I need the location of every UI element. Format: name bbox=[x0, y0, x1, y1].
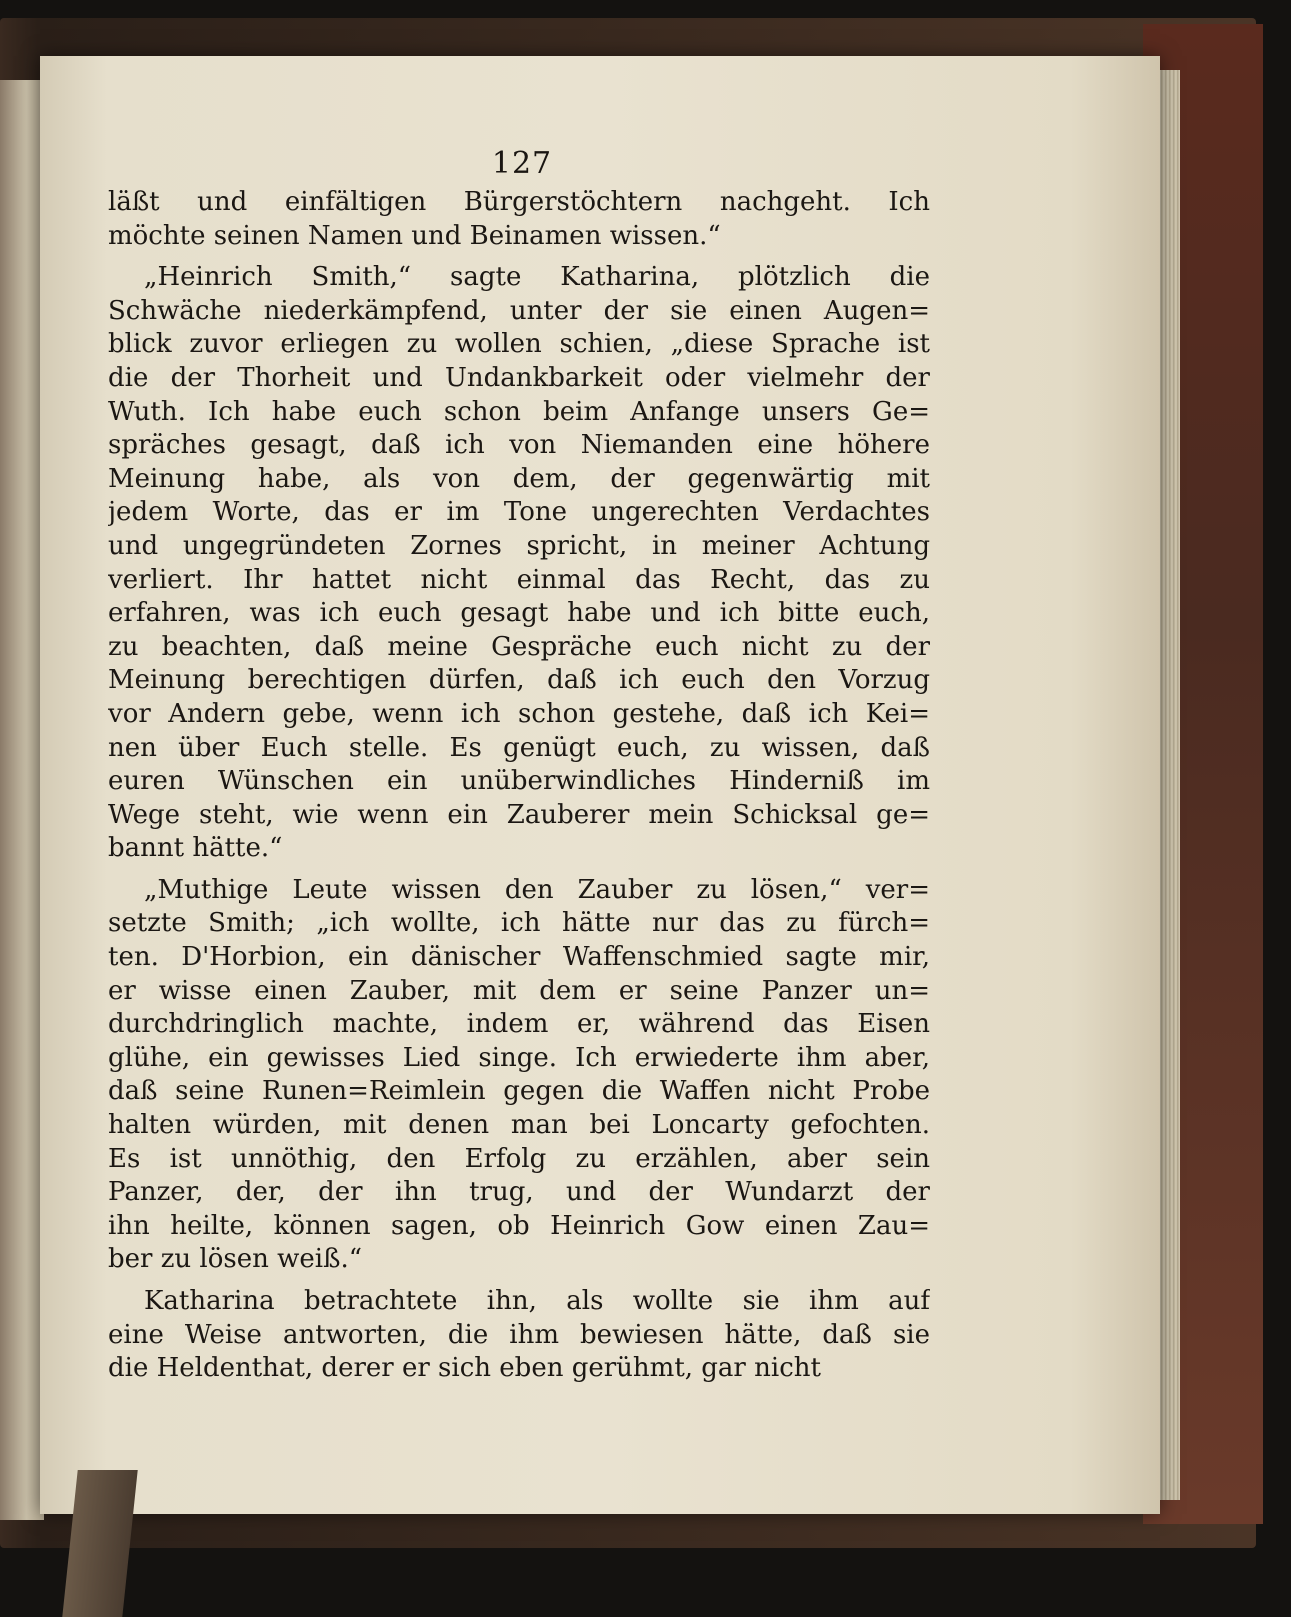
text-line: durchdringlich machte, indem er, während das Eisen bbox=[108, 1009, 930, 1040]
text-line: läßt und einfältigen Bürgerstöchtern nachgeht. Ich bbox=[108, 187, 930, 217]
text-line: vor Andern gebe, wenn ich schon gestehe, daß ich Kei= bbox=[108, 698, 930, 729]
text-line: eine Weise antworten, die ihm bewiesen hätte, daß sie bbox=[108, 1319, 930, 1350]
text-line: spräches gesagt, daß ich von Niemanden eine höhere bbox=[108, 430, 930, 461]
text-line: erfahren, was ich euch gesagt habe und ich bitte euch, bbox=[108, 598, 930, 629]
text-line: „Heinrich Smith,“ sagte Katharina, plötzlich die bbox=[144, 262, 930, 293]
text-line: nen über Euch stelle. Es genügt euch, zu wissen, daß bbox=[108, 732, 930, 763]
text-line: die der Thorheit und Undankbarkeit oder vielmehr der bbox=[108, 362, 930, 393]
text-line: ber zu lösen weiß.“ bbox=[108, 1244, 363, 1275]
text-line: ten. D'Horbion, ein dänischer Waffenschmied sagte mir, bbox=[108, 942, 930, 973]
text-line: Meinung habe, als von dem, der gegenwärtig mit bbox=[108, 463, 930, 494]
text-line: Wuth. Ich habe euch schon beim Anfange unsers Ge= bbox=[108, 396, 930, 427]
text-line: daß seine Runen=Reimlein gegen die Waffen nicht Probe bbox=[108, 1076, 930, 1107]
text-line: möchte seinen Namen und Beinamen wissen.“ bbox=[108, 220, 721, 251]
text-line: jedem Worte, das er im Tone ungerechten Verdachtes bbox=[108, 497, 930, 528]
page-number: 127 bbox=[491, 146, 553, 181]
body-text bbox=[108, 186, 930, 1386]
text-line: setzte Smith; „ich wollte, ich hätte nur das zu fürch= bbox=[108, 908, 930, 939]
text-line: und ungegründeten Zornes spricht, in meiner Achtung bbox=[108, 530, 930, 561]
text-line: die Heldenthat, derer er sich eben gerühmt, gar nicht bbox=[108, 1353, 821, 1384]
paragraph bbox=[108, 874, 930, 1277]
text-line: bannt hätte.“ bbox=[108, 833, 283, 864]
paragraph bbox=[108, 261, 930, 866]
text-line: verliert. Ihr hattet nicht einmal das Recht, das zu bbox=[108, 564, 930, 595]
text-line: Panzer, der, der ihn trug, und der Wundarzt der bbox=[108, 1177, 930, 1208]
paragraph bbox=[108, 1285, 930, 1386]
text-line: euren Wünschen ein unüberwindliches Hinderniß im bbox=[108, 766, 930, 797]
text-line: zu beachten, daß meine Gespräche euch nicht zu der bbox=[108, 631, 930, 662]
text-line: glühe, ein gewisses Lied singe. Ich erwiederte ihm aber, bbox=[108, 1042, 930, 1073]
facing-page-edge bbox=[0, 80, 44, 1520]
text-line: Wege steht, wie wenn ein Zauberer mein Schicksal ge= bbox=[108, 799, 930, 830]
text-line: „Muthige Leute wissen den Zauber zu lösen,“ ver= bbox=[144, 874, 930, 905]
text-line: halten würden, mit denen man bei Loncarty gefochten. bbox=[108, 1110, 930, 1141]
text-line: er wisse einen Zauber, mit dem er seine Panzer un= bbox=[108, 975, 930, 1006]
text-line: Meinung berechtigen dürfen, daß ich euch den Vorzug bbox=[108, 665, 930, 696]
paragraph bbox=[108, 186, 930, 253]
text-line: blick zuvor erliegen zu wollen schien, „diese Sprache ist bbox=[108, 329, 930, 360]
text-line: Katharina betrachtete ihn, als wollte sie ihm auf bbox=[144, 1286, 930, 1316]
text-line: ihn heilte, können sagen, ob Heinrich Gow einen Zau= bbox=[108, 1210, 930, 1241]
text-line: Schwäche niederkämpfend, unter der sie einen Augen= bbox=[108, 295, 930, 326]
text-line: Es ist unnöthig, den Erfolg zu erzählen, aber sein bbox=[108, 1143, 930, 1174]
